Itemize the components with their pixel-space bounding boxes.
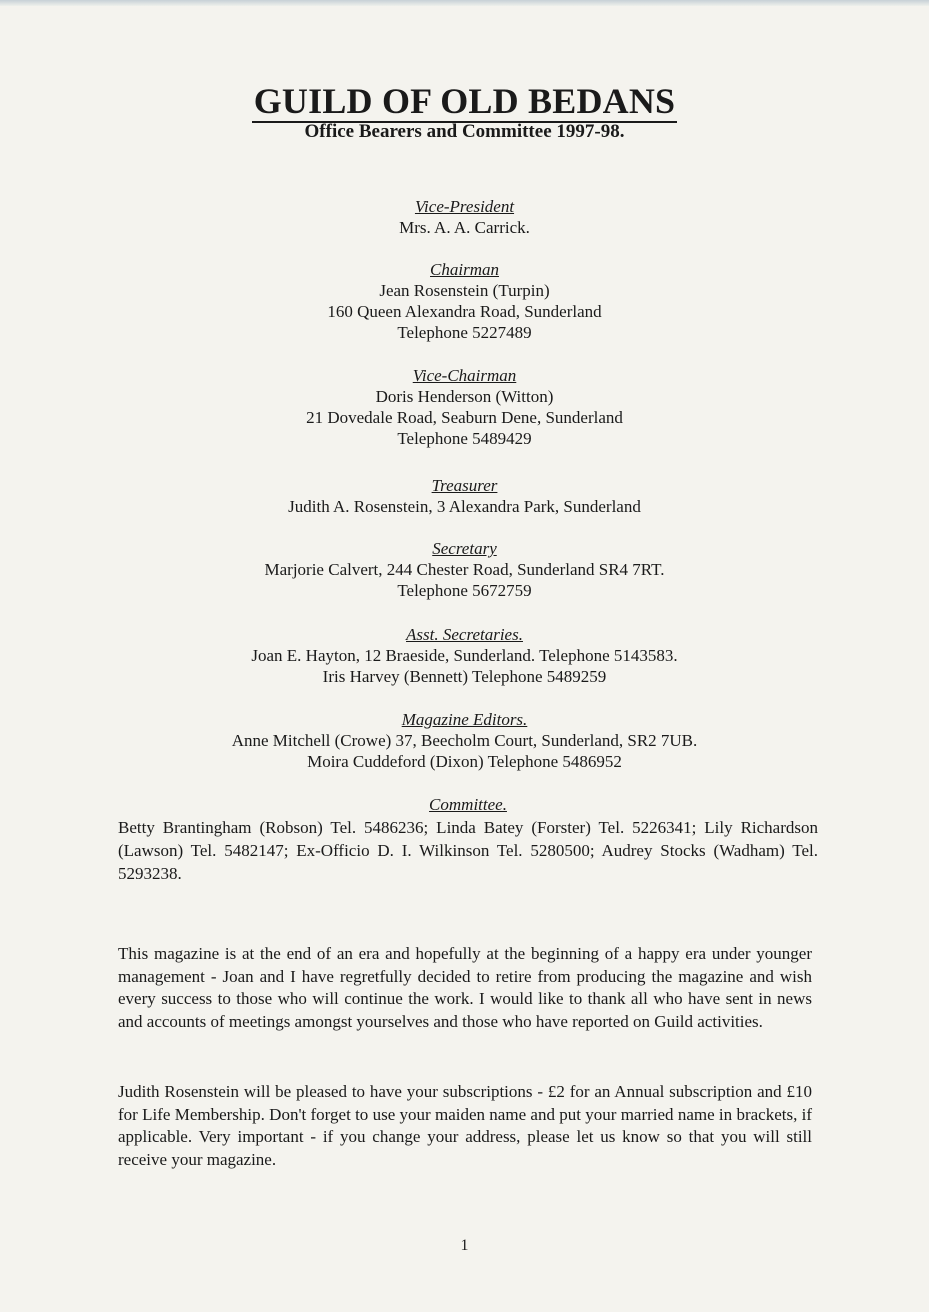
committee-members: Betty Brantingham (Robson) Tel. 5486236; Linda Batey (Forster) Tel. 5226341; Lily Richardson (Lawson) Tel. 5482147; Ex-Officio D. I. Wilkinson Tel. 5280500; Audrey Stocks (Wadham) Tel. 5293238. [118, 818, 818, 883]
committee-section [118, 793, 818, 885]
officer-line: Anne Mitchell (Crowe) 37, Beecholm Court, Sunderland, SR2 7UB. [231, 731, 698, 750]
officer-line: Doris Henderson (Witton) [375, 387, 554, 406]
officer-role: Secretary [432, 539, 497, 558]
officer-line: Telephone 5227489 [397, 323, 532, 342]
officer-line: Jean Rosenstein (Turpin) [379, 281, 550, 300]
officer-role: Vice-President [414, 197, 515, 216]
officer-line: Telephone 5672759 [397, 581, 532, 600]
officer-role: Treasurer [431, 476, 498, 495]
officer-role: Asst. Secretaries. [406, 625, 523, 644]
officer-chairman [0, 259, 929, 343]
officer-line: Marjorie Calvert, 244 Chester Road, Sunderland SR4 7RT. [264, 560, 665, 579]
subscription-paragraph: Judith Rosenstein will be pleased to have your subscriptions - £2 for an Annual subscription and £10 for Life Membership. Don't forget to use your maiden name and put your married name in brackets, if applicable. Very important - if you change your address, please let us know so that you will still receive your magazine. [118, 1082, 812, 1169]
officer-asst-secretaries [0, 624, 929, 687]
officer-line: Moira Cuddeford (Dixon) Telephone 5486952 [307, 752, 622, 771]
document-subtitle: Office Bearers and Committee 1997-98. [304, 121, 625, 142]
officer-secretary [0, 538, 929, 601]
officer-line: Mrs. A. A. Carrick. [399, 218, 530, 237]
committee-heading: Committee. [429, 795, 507, 814]
officer-role: Chairman [430, 260, 499, 279]
page-number: 1 [460, 1237, 469, 1254]
officer-line: Telephone 5489429 [397, 429, 532, 448]
officer-role: Vice-Chairman [412, 366, 517, 385]
officer-line: 160 Queen Alexandra Road, Sunderland [327, 302, 602, 321]
officer-treasurer [0, 475, 929, 517]
officer-line: 21 Dovedale Road, Seaburn Dene, Sunderland [306, 408, 623, 427]
officer-vice-president [0, 196, 929, 238]
editorial-paragraph: This magazine is at the end of an era and hopefully at the beginning of a happy era under younger management - Joan and I have regretfully decided to retire from producing the magazine and wish every success to those who will continue the work. I would like to thank all who have sent in news and accounts of meetings amongst yourselves and those who have reported on Guild activities. [118, 944, 812, 1031]
officer-role: Magazine Editors. [401, 710, 528, 729]
officer-line: Iris Harvey (Bennett) Telephone 5489259 [322, 667, 607, 686]
officer-line: Joan E. Hayton, 12 Braeside, Sunderland. Telephone 5143583. [251, 646, 678, 665]
officer-line: Judith A. Rosenstein, 3 Alexandra Park, Sunderland [288, 497, 641, 516]
document-title: GUILD OF OLD BEDANS [253, 81, 676, 121]
officer-vice-chairman [0, 365, 929, 449]
officer-magazine-editors [0, 709, 929, 772]
